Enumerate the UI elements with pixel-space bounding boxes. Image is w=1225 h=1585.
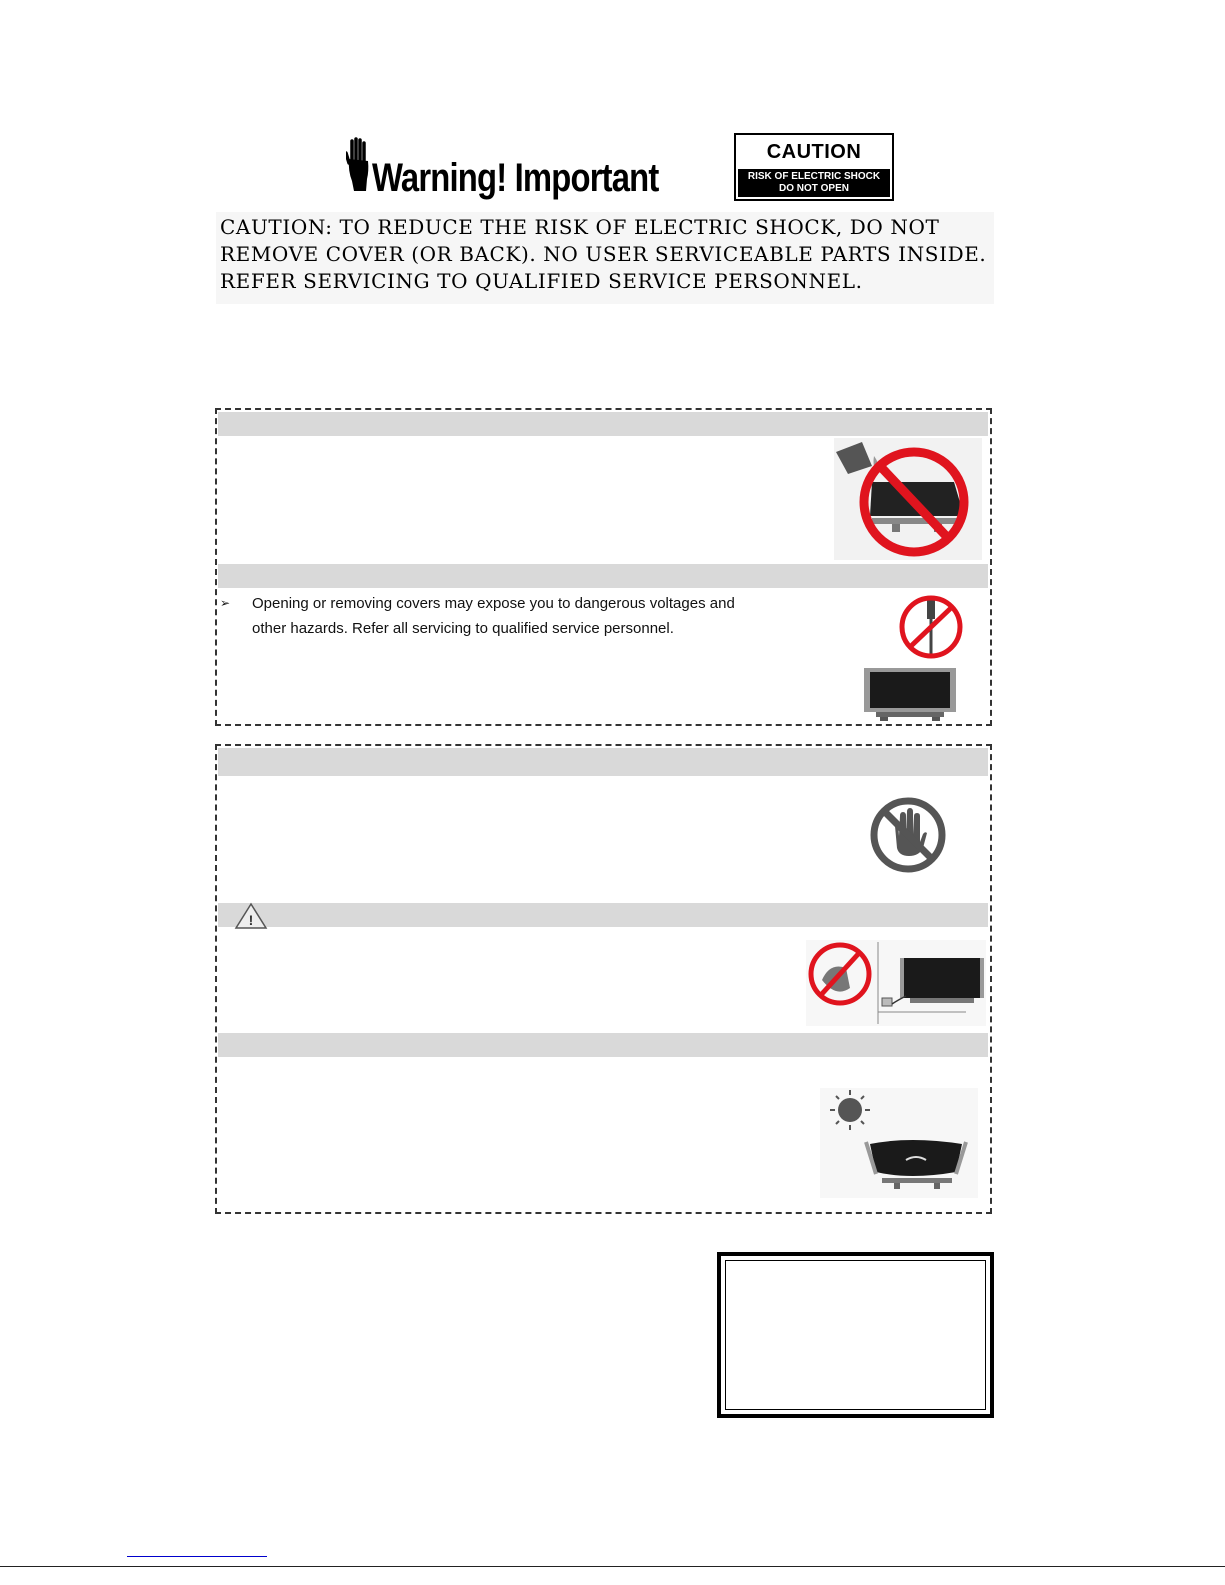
notice-box	[717, 1252, 994, 1418]
footer-divider	[0, 1566, 1225, 1567]
hand-icon	[346, 137, 370, 193]
warning-glyph: !	[248, 912, 254, 928]
covers-warning-line2: other hazards. Refer all servicing to qualified service personnel.	[252, 620, 674, 637]
caution-label-heading: CAUTION	[766, 141, 862, 163]
footer-link-underline[interactable]	[127, 1556, 267, 1557]
caution-label-subtext	[738, 169, 890, 197]
page-title: Warning! Important	[372, 156, 659, 200]
covers-warning-line1: Opening or removing covers may expose you to dangerous voltages and	[252, 595, 735, 612]
caution-label	[734, 133, 894, 201]
section-header-bar-heat	[218, 1033, 988, 1057]
no-touch-icon	[869, 796, 947, 874]
caution-label-line1: RISK OF ELECTRIC SHOCK	[747, 171, 881, 182]
tv-icon	[862, 666, 958, 722]
section-header-bar-warning	[218, 903, 988, 927]
sun-heat-icon	[820, 1088, 978, 1198]
no-liquid-icon	[834, 438, 982, 560]
section-header-bar-touch	[218, 748, 988, 776]
section-header-bar-liquid	[218, 412, 988, 436]
no-screwdriver-icon	[895, 595, 967, 659]
caution-statement: CAUTION: TO REDUCE THE RISK OF ELECTRIC SHOCK, DO NOT REMOVE COVER (OR BACK). NO USER SERVICEABLE PARTS INSIDE. REFER SERVICING TO QUALIFIED SERVICE PERSONNEL.	[220, 215, 987, 293]
bullet-marker: ➢	[220, 596, 231, 610]
notice-box-inner	[725, 1260, 986, 1410]
no-spray-icon	[806, 940, 986, 1026]
caution-label-line2: DO NOT OPEN	[778, 183, 849, 194]
section-header-bar-covers	[218, 564, 988, 588]
warning-triangle-icon	[234, 902, 268, 930]
